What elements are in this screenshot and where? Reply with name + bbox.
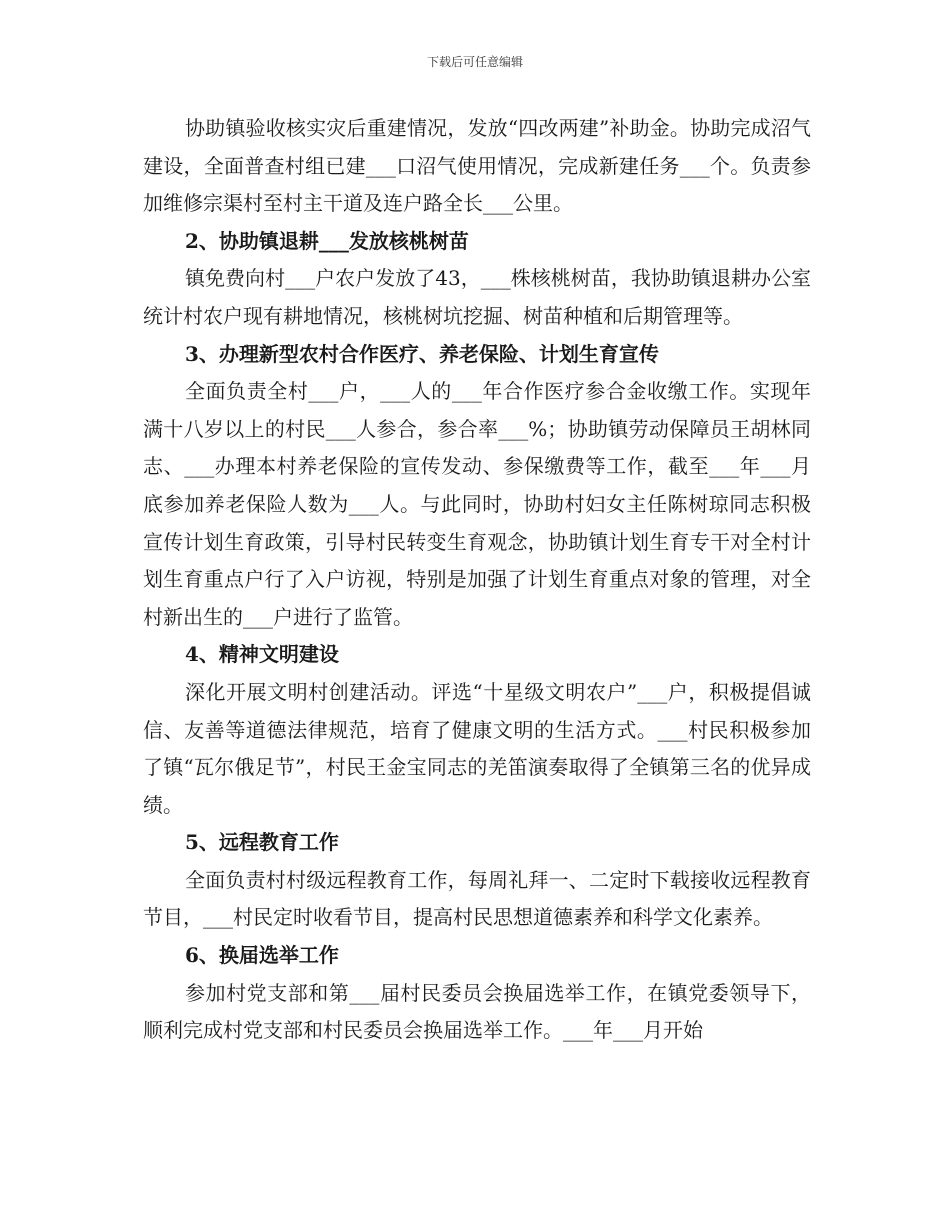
paragraph: 协助镇验收核实灾后重建情况，发放“四改两建”补助金。协助完成沼气建设，全面普查村组已建___口沼气使用情况，完成新建任务___个。负责参加维修宗渠村至村主干道及连户路全长___公里。 — [143, 116, 811, 216]
section-heading: 3、办理新型农村合作医疗、养老保险、计划生育宣传 — [185, 341, 659, 366]
paragraph: 全面负责村村级远程教育工作，每周礼拜一、二定时下载接收远程教育节目，___村民定时收看节目，提高村民思想道德素养和科学文化素养。 — [143, 867, 811, 930]
section-heading: 2、协助镇退耕___发放核桃树苗 — [185, 228, 469, 253]
section-heading: 5、远程教育工作 — [185, 830, 339, 855]
page-header: 下载后可任意编辑 — [426, 55, 523, 69]
paragraph: 参加村党支部和第___届村民委员会换届选举工作，在镇党委领导下，顺利完成村党支部和村民委员会换届选举工作。___年___月开始 — [143, 980, 811, 1043]
section-heading: 6、换届选举工作 — [185, 943, 339, 968]
document-body — [143, 110, 811, 1050]
paragraph: 深化开展文明村创建活动。评选“十星级文明农户”___户，积极提倡诚信、友善等道德法律规范，培育了健康文明的生活方式。___村民积极参加了镇“瓦尔俄足节”，村民王金宝同志的羌笛演奏取得了全镇第三名的优异成绩。 — [143, 679, 811, 817]
section-heading: 4、精神文明建设 — [185, 642, 339, 667]
paragraph: 全面负责全村___户，___人的___年合作医疗参合金收缴工作。实现年满十八岁以上的村民___人参合，参合率___%；协助镇劳动保障员王胡林同志、___办理本村养老保险的宣传发动、参保缴费等工作，截至___年___月底参加养老保险人数为___人。与此同时，协助村妇女主任陈树琼同志积极宣传计划生育政策，引导村民转变生育观念，协助镇计划生育专干对全村计划生育重点户行了入户访视，特别是加强了计划生育重点对象的管理，对全村新出生的___户进行了监管。 — [143, 379, 811, 629]
paragraph: 镇免费向村___户农户发放了43，___株核桃树苗，我协助镇退耕办公室统计村农户现有耕地情况，核桃树坑挖掘、树苗种植和后期管理等。 — [143, 266, 811, 328]
